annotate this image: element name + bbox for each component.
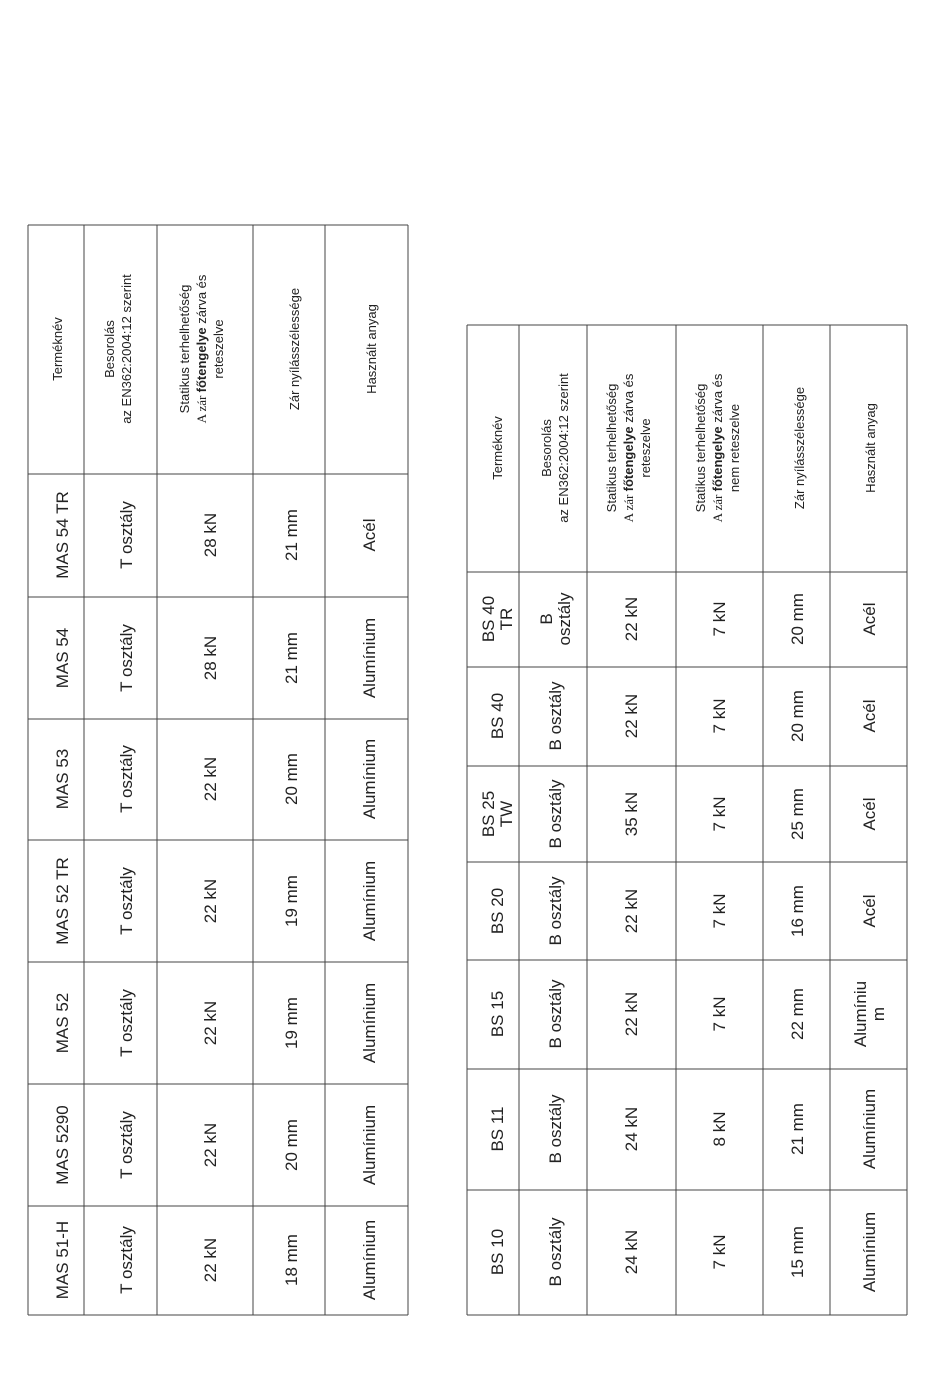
t2-cell-closed: 22 kN bbox=[622, 991, 641, 1037]
t1-row-3 bbox=[53, 739, 379, 819]
t2-cell-open: 7 kN bbox=[710, 796, 729, 832]
svg-text:BS 10: BS 10 bbox=[488, 1228, 507, 1276]
t2-row-2 bbox=[488, 681, 879, 750]
t1-cell-class: T osztály bbox=[117, 989, 136, 1057]
t1-row-2 bbox=[53, 618, 379, 698]
t2-cell-open: 7 kN bbox=[710, 893, 729, 929]
t2-row-4 bbox=[488, 876, 879, 945]
svg-text:Alumínium: Alumínium bbox=[860, 1211, 879, 1293]
t1-cell-name: MAS 54 bbox=[53, 627, 72, 689]
svg-text:BS 15: BS 15 bbox=[488, 990, 507, 1038]
t1-cell-class: T osztály bbox=[117, 867, 136, 935]
svg-text:BS 25: BS 25 bbox=[479, 790, 498, 838]
t1-cell-load: 22 kN bbox=[201, 878, 220, 924]
svg-text:Statikus terhelhetőség: Statikus terhelhetőség bbox=[693, 383, 708, 513]
svg-text:TW: TW bbox=[497, 800, 516, 828]
svg-text:Terméknév: Terméknév bbox=[50, 317, 65, 381]
svg-text:Besorolás: Besorolás bbox=[539, 419, 554, 477]
t1-cell-class: T osztály bbox=[117, 624, 136, 692]
t2-cell-gate: 16 mm bbox=[788, 885, 807, 937]
svg-text:Acél: Acél bbox=[860, 894, 879, 928]
t2-cell-material bbox=[860, 1212, 879, 1292]
t2-cell-open: 7 kN bbox=[710, 1234, 729, 1270]
t1-header-class bbox=[102, 274, 134, 424]
t1-cell-gate: 19 mm bbox=[282, 997, 301, 1049]
t2-cell-closed: 22 kN bbox=[622, 693, 641, 739]
t2-cell-gate: 20 mm bbox=[788, 690, 807, 742]
svg-text:Zár nyílásszélessége: Zár nyílásszélessége bbox=[287, 287, 302, 411]
t1-cell-material: Alumínium bbox=[360, 1219, 379, 1301]
t2-cell-class bbox=[546, 979, 565, 1048]
t1-cell-name: MAS 54 TR bbox=[53, 491, 72, 579]
t1-cell-load: 22 kN bbox=[201, 1237, 220, 1283]
t1-cell-class: T osztály bbox=[117, 745, 136, 813]
t2-row-7 bbox=[488, 1212, 879, 1292]
svg-text:Használt anyag: Használt anyag bbox=[863, 403, 878, 493]
svg-text:Terméknév: Terméknév bbox=[490, 416, 505, 480]
svg-text:reteszelve: reteszelve bbox=[638, 418, 653, 478]
svg-text:osztály: osztály bbox=[555, 592, 574, 646]
t1-cell-gate: 20 mm bbox=[282, 1119, 301, 1171]
t2-cell-class bbox=[546, 1217, 565, 1286]
t1-cell-class: T osztály bbox=[117, 501, 136, 569]
svg-text:m: m bbox=[869, 1006, 888, 1022]
t1-cell-gate: 18 mm bbox=[282, 1234, 301, 1286]
svg-text:BS 11: BS 11 bbox=[488, 1106, 507, 1152]
t2-row-6 bbox=[488, 1089, 879, 1169]
t1-cell-name: MAS 53 bbox=[53, 748, 72, 810]
t2-header-class bbox=[539, 373, 571, 523]
svg-text:Alumíniu: Alumíniu bbox=[851, 980, 870, 1048]
table2-grid bbox=[467, 325, 907, 1315]
svg-text:TR: TR bbox=[497, 607, 516, 631]
svg-text:BS 40: BS 40 bbox=[479, 595, 498, 643]
t1-header-gate bbox=[287, 288, 302, 410]
t2-cell-open: 7 kN bbox=[710, 996, 729, 1032]
t2-cell-gate: 20 mm bbox=[788, 593, 807, 645]
t2-cell-closed: 22 kN bbox=[622, 596, 641, 642]
t2-header-gate bbox=[792, 387, 807, 509]
t2-cell-name bbox=[488, 1229, 507, 1275]
svg-text:reteszelve: reteszelve bbox=[211, 319, 226, 379]
t2-row-5 bbox=[488, 979, 888, 1048]
t1-row-1 bbox=[53, 491, 379, 579]
t2-cell-gate: 15 mm bbox=[788, 1226, 807, 1278]
t1-cell-material: Alumínium bbox=[360, 982, 379, 1064]
t1-cell-load: 22 kN bbox=[201, 1122, 220, 1168]
svg-text:BS 20: BS 20 bbox=[488, 887, 507, 935]
t2-row-1 bbox=[479, 592, 879, 645]
svg-text:Acél: Acél bbox=[860, 602, 879, 636]
carabiner-table-bs bbox=[467, 325, 907, 1315]
t1-cell-gate: 21 mm bbox=[282, 632, 301, 684]
t2-row-3 bbox=[479, 779, 879, 848]
carabiner-table-mas bbox=[28, 225, 408, 1315]
svg-text:Statikus terhelhetőség: Statikus terhelhetőség bbox=[604, 383, 619, 513]
t2-header-s1-line2: A zár főtengelye zárva és bbox=[621, 373, 636, 523]
t2-cell-name bbox=[488, 1106, 507, 1151]
t2-cell-gate: 25 mm bbox=[788, 788, 807, 840]
svg-text:Acél: Acél bbox=[860, 699, 879, 733]
t2-cell-material bbox=[860, 699, 879, 732]
t2-header-static-closed-locked bbox=[604, 373, 653, 522]
t2-cell-class bbox=[546, 876, 565, 945]
t2-cell-name bbox=[488, 991, 507, 1037]
svg-text:B osztály: B osztály bbox=[546, 779, 565, 849]
svg-text:Használt anyag: Használt anyag bbox=[364, 304, 379, 394]
svg-text:Besorolás: Besorolás bbox=[102, 320, 117, 378]
svg-text:Statikus terhelhetőség: Statikus terhelhetőség bbox=[177, 284, 192, 414]
t2-cell-closed: 24 kN bbox=[622, 1106, 641, 1152]
t1-cell-load: 28 kN bbox=[201, 512, 220, 558]
t1-header-material bbox=[364, 304, 379, 394]
t2-cell-gate: 21 mm bbox=[788, 1103, 807, 1155]
svg-text:B: B bbox=[537, 613, 556, 625]
t2-cell-gate: 22 mm bbox=[788, 988, 807, 1040]
t2-header-static-closed-unlocked bbox=[693, 373, 742, 522]
t2-cell-name bbox=[488, 693, 507, 739]
t2-cell-name bbox=[488, 888, 507, 934]
t1-header-static-line2: A zár főtengelye zárva és bbox=[194, 274, 209, 424]
t1-cell-gate: 19 mm bbox=[282, 875, 301, 927]
svg-text:B osztály: B osztály bbox=[546, 979, 565, 1049]
t2-cell-closed: 22 kN bbox=[622, 888, 641, 934]
t2-header-product bbox=[490, 416, 505, 480]
t2-cell-name bbox=[479, 791, 516, 837]
t2-cell-material bbox=[860, 894, 879, 927]
t1-row-5 bbox=[53, 983, 379, 1063]
svg-text:B osztály: B osztály bbox=[546, 1217, 565, 1287]
t1-header-product bbox=[50, 317, 65, 381]
t2-cell-class bbox=[546, 779, 565, 848]
t1-row-6 bbox=[53, 1105, 379, 1185]
t1-cell-class: T osztály bbox=[117, 1226, 136, 1294]
t2-cell-material bbox=[860, 1089, 879, 1169]
svg-text:Acél: Acél bbox=[860, 797, 879, 831]
t1-cell-name: MAS 5290 bbox=[53, 1105, 72, 1185]
t2-cell-closed: 35 kN bbox=[622, 791, 641, 837]
t2-cell-open: 8 kN bbox=[710, 1111, 729, 1147]
svg-text:B osztály: B osztály bbox=[546, 876, 565, 946]
svg-text:Zár nyílásszélessége: Zár nyílásszélessége bbox=[792, 386, 807, 510]
t1-cell-material: Alumínium bbox=[360, 1104, 379, 1186]
t1-cell-gate: 21 mm bbox=[282, 509, 301, 561]
t1-row-7 bbox=[53, 1220, 379, 1300]
svg-text:B osztály: B osztály bbox=[546, 681, 565, 751]
svg-text:Alumínium: Alumínium bbox=[860, 1088, 879, 1170]
t1-cell-load: 22 kN bbox=[201, 756, 220, 802]
t1-cell-load: 28 kN bbox=[201, 635, 220, 681]
t2-header-s2-line2: A zár főtengelye zárva és bbox=[710, 373, 725, 523]
t1-cell-name: MAS 51-H bbox=[53, 1220, 72, 1300]
t2-cell-class bbox=[537, 592, 574, 645]
t1-cell-material: Alumínium bbox=[360, 738, 379, 820]
svg-text:B osztály: B osztály bbox=[546, 1094, 565, 1164]
t2-cell-class bbox=[546, 681, 565, 750]
t2-cell-material bbox=[851, 981, 888, 1047]
t1-row-4 bbox=[53, 857, 379, 945]
t1-cell-material: Acél bbox=[360, 518, 379, 552]
t1-header-static-load bbox=[177, 274, 226, 423]
svg-text:BS 40: BS 40 bbox=[488, 692, 507, 740]
t2-cell-open: 7 kN bbox=[710, 601, 729, 637]
t1-cell-load: 22 kN bbox=[201, 1000, 220, 1046]
t2-cell-open: 7 kN bbox=[710, 698, 729, 734]
t1-cell-gate: 20 mm bbox=[282, 753, 301, 805]
t2-cell-closed: 24 kN bbox=[622, 1229, 641, 1275]
t1-cell-material: Alumínium bbox=[360, 860, 379, 942]
t1-cell-name: MAS 52 bbox=[53, 992, 72, 1054]
t2-header-material bbox=[863, 403, 878, 493]
t1-cell-name: MAS 52 TR bbox=[53, 857, 72, 945]
svg-text:nem reteszelve: nem reteszelve bbox=[727, 403, 742, 493]
t2-cell-material bbox=[860, 602, 879, 635]
t1-cell-material: Alumínium bbox=[360, 617, 379, 699]
svg-text:az EN362:2004:12 szerint: az EN362:2004:12 szerint bbox=[556, 373, 571, 523]
t2-cell-material bbox=[860, 797, 879, 830]
t2-cell-class bbox=[546, 1094, 565, 1163]
t1-cell-class: T osztály bbox=[117, 1111, 136, 1179]
svg-text:az EN362:2004:12 szerint: az EN362:2004:12 szerint bbox=[119, 274, 134, 424]
t2-cell-name bbox=[479, 596, 516, 642]
